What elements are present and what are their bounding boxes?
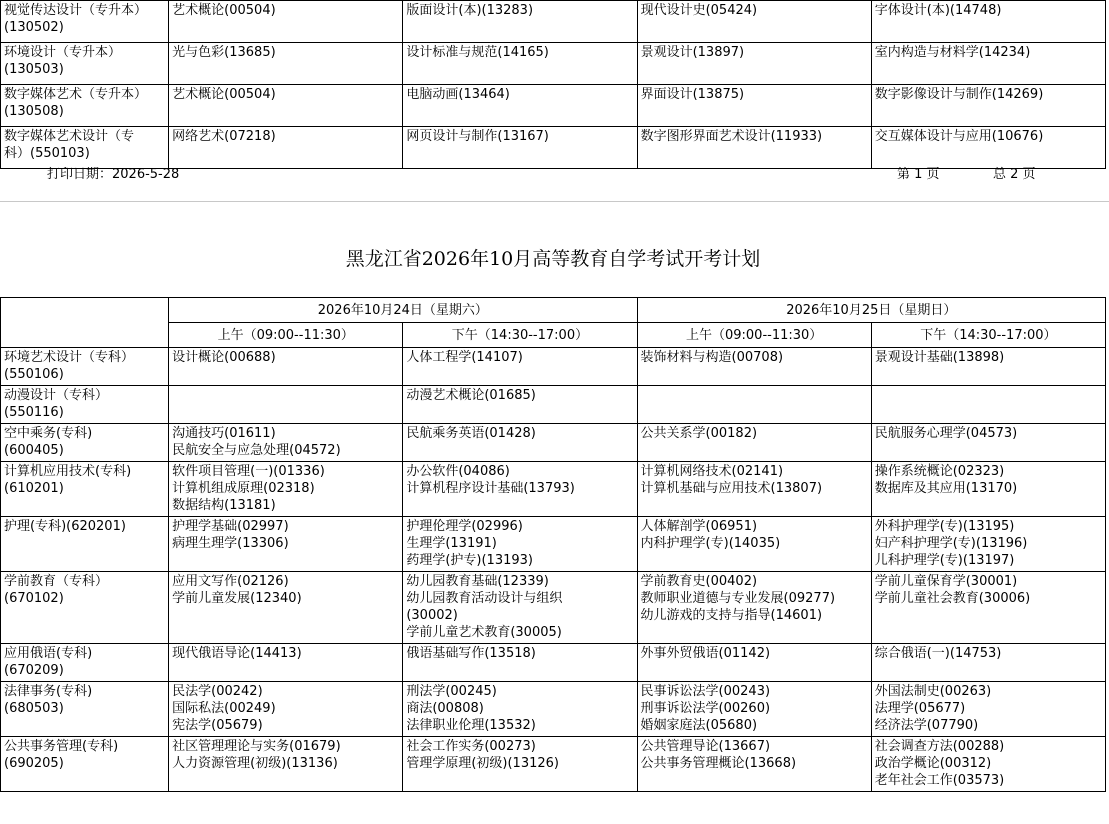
major-line: 科）(550103) [4, 146, 90, 161]
major-cell [1, 462, 169, 517]
course-cell [169, 386, 403, 424]
course-entry: 学前儿童保育学(30001) [874, 574, 1018, 589]
course-cell [637, 462, 871, 517]
major-cell [1, 43, 169, 85]
course-entry: 幼儿游戏的支持与指导(14601) [640, 608, 823, 623]
course-cell [169, 424, 403, 462]
table-row [1, 572, 1106, 644]
header-day2-pm: 下午（14:30--17:00） [871, 323, 1105, 348]
course-entry: 幼儿园教育基础(12339) [406, 574, 549, 589]
course-cell [871, 1, 1105, 43]
major-line: (670209) [4, 663, 64, 678]
course-cell [169, 572, 403, 644]
course-entry: 民航乘务英语(01428) [406, 426, 536, 441]
course-cell [637, 348, 871, 386]
course-cell [169, 348, 403, 386]
header-day2-am: 上午（09:00--11:30） [637, 323, 871, 348]
major-cell [1, 572, 169, 644]
course-cell [169, 1, 403, 43]
major-line: 环境艺术设计（专科） [4, 350, 135, 365]
major-line: 空中乘务(专科) [4, 426, 93, 441]
course-entry: 界面设计(13875) [640, 87, 745, 102]
major-line: (130503) [4, 62, 64, 77]
header-day1-am: 上午（09:00--11:30） [169, 323, 403, 348]
page-divider [0, 201, 1109, 202]
course-entry: 法理学(05677) [874, 701, 966, 716]
course-entry: 公共关系学(00182) [640, 426, 758, 441]
table-row [1, 737, 1106, 792]
course-cell [169, 737, 403, 792]
major-line: (550106) [4, 367, 64, 382]
course-cell [871, 517, 1105, 572]
course-entry: 光与色彩(13685) [172, 45, 276, 60]
page-number: 第 1 页 [897, 167, 940, 182]
previous-page-table-body [1, 1, 1106, 169]
course-cell [637, 43, 871, 85]
course-cell [403, 462, 637, 517]
course-cell [637, 1, 871, 43]
course-entry: 民事诉讼法学(00243) [640, 684, 771, 699]
major-line: (130508) [4, 104, 64, 119]
course-entry: 政治学概论(00312) [874, 756, 992, 771]
course-cell [169, 462, 403, 517]
course-cell [169, 682, 403, 737]
course-entry: 动漫艺术概论(01685) [406, 388, 536, 403]
course-cell [637, 682, 871, 737]
course-entry: 办公软件(04086) [406, 464, 510, 479]
major-cell [1, 386, 169, 424]
major-line: (610201) [4, 481, 64, 496]
exam-schedule-table-body [1, 348, 1106, 792]
table-row [1, 682, 1106, 737]
course-cell [871, 424, 1105, 462]
page-footer [0, 163, 1106, 187]
course-cell [871, 348, 1105, 386]
course-entry: 民航安全与应急处理(04572) [172, 443, 341, 458]
course-entry: 人力资源管理(初级)(13136) [172, 756, 338, 771]
course-entry: 内科护理学(专)(14035) [640, 536, 781, 551]
course-cell [637, 572, 871, 644]
course-entry: 公共管理导论(13667) [640, 739, 771, 754]
course-cell [403, 572, 637, 644]
course-entry: 刑事诉讼法学(00260) [640, 701, 771, 716]
table-row [1, 1, 1106, 43]
course-cell [403, 424, 637, 462]
major-cell [1, 737, 169, 792]
major-line: 计算机应用技术(专科) [4, 464, 132, 479]
course-entry: 软件项目管理(一)(01336) [172, 464, 325, 479]
header-day1-pm: 下午（14:30--17:00） [403, 323, 637, 348]
major-line: (130502) [4, 20, 64, 35]
course-entry: 艺术概论(00504) [172, 3, 276, 18]
course-entry: 生理学(13191) [406, 536, 497, 551]
course-cell [403, 348, 637, 386]
course-entry: 商法(00808) [406, 701, 484, 716]
page-total: 总 2 页 [993, 167, 1036, 182]
course-entry: 版面设计(本)(13283) [406, 3, 534, 18]
course-cell [871, 682, 1105, 737]
major-cell [1, 682, 169, 737]
course-entry: 病理生理学(13306) [172, 536, 289, 551]
major-line: (690205) [4, 756, 64, 771]
course-entry: 外科护理学(专)(13195) [874, 519, 1015, 534]
course-entry: 计算机网络技术(02141) [640, 464, 784, 479]
major-line: (600405) [4, 443, 64, 458]
course-cell [871, 644, 1105, 682]
table-row [1, 85, 1106, 127]
major-line: (670102) [4, 591, 64, 606]
course-cell [403, 644, 637, 682]
course-cell [637, 85, 871, 127]
course-cell [871, 386, 1105, 424]
course-entry: 网页设计与制作(13167) [406, 129, 549, 144]
table-row [1, 386, 1106, 424]
course-entry: 计算机基础与应用技术(13807) [640, 481, 823, 496]
course-entry: 经济法学(07790) [874, 718, 979, 733]
course-cell [403, 1, 637, 43]
course-entry: 国际私法(00249) [172, 701, 276, 716]
course-entry: 电脑动画(13464) [406, 87, 510, 102]
table-row [1, 348, 1106, 386]
course-entry: 学前儿童发展(12340) [172, 591, 302, 606]
header-day1: 2026年10月24日（星期六） [169, 298, 637, 323]
exam-schedule-table [0, 297, 1106, 792]
course-entry: 沟通技巧(01611) [172, 426, 276, 441]
table-row [1, 644, 1106, 682]
course-entry: 护理伦理学(02996) [406, 519, 523, 534]
major-cell [1, 424, 169, 462]
course-cell [403, 43, 637, 85]
header-row-dates [1, 298, 1106, 323]
course-cell [403, 85, 637, 127]
course-entry: 现代俄语导论(14413) [172, 646, 302, 661]
course-cell [403, 517, 637, 572]
course-entry: 网络艺术(07218) [172, 129, 276, 144]
header-major-cell [1, 298, 169, 348]
course-entry: 人体解剖学(06951) [640, 519, 758, 534]
major-cell [1, 517, 169, 572]
course-entry: 景观设计(13897) [640, 45, 745, 60]
course-entry: 数据结构(13181) [172, 498, 276, 513]
course-entry: 俄语基础写作(13518) [406, 646, 536, 661]
course-entry: 数字影像设计与制作(14269) [874, 87, 1044, 102]
course-cell [871, 572, 1105, 644]
course-entry: 计算机程序设计基础(13793) [406, 481, 575, 496]
course-cell [871, 737, 1105, 792]
course-entry: 设计概论(00688) [172, 350, 276, 365]
major-cell [1, 85, 169, 127]
course-cell [871, 85, 1105, 127]
header-day2: 2026年10月25日（星期日） [637, 298, 1105, 323]
course-entry: 法律职业伦理(13532) [406, 718, 536, 733]
course-entry: 室内构造与材料学(14234) [874, 45, 1031, 60]
course-entry: 景观设计基础(13898) [874, 350, 1005, 365]
major-line: (680503) [4, 701, 64, 716]
course-entry: 护理学基础(02997) [172, 519, 289, 534]
course-entry: 字体设计(本)(14748) [874, 3, 1002, 18]
course-entry: 人体工程学(14107) [406, 350, 523, 365]
major-cell [1, 348, 169, 386]
course-cell [403, 682, 637, 737]
course-cell [871, 43, 1105, 85]
major-line: 环境设计（专升本） [4, 45, 122, 60]
course-entry: 教师职业道德与专业发展(09277) [640, 591, 836, 606]
course-entry: 艺术概论(00504) [172, 87, 276, 102]
course-cell [169, 43, 403, 85]
course-cell [637, 424, 871, 462]
course-entry: 综合俄语(一)(14753) [874, 646, 1002, 661]
major-line: 数字媒体艺术设计（专 [4, 129, 135, 144]
course-entry: 设计标准与规范(14165) [406, 45, 549, 60]
course-entry: 学前教育史(00402) [640, 574, 758, 589]
print-date: 打印日期：2026-5-28 [47, 167, 180, 182]
table-row [1, 462, 1106, 517]
major-line: 公共事务管理(专科) [4, 739, 119, 754]
major-cell [1, 1, 169, 43]
course-entry: 学前儿童社会教育(30006) [874, 591, 1031, 606]
course-entry: 儿科护理学(专)(13197) [874, 553, 1015, 568]
major-line: 应用俄语(专科) [4, 646, 93, 661]
course-entry: 操作系统概论(02323) [874, 464, 1005, 479]
table-row [1, 43, 1106, 85]
course-entry: 民航服务心理学(04573) [874, 426, 1018, 441]
table-row [1, 424, 1106, 462]
course-entry: 幼儿园教育活动设计与组织 [406, 591, 563, 606]
course-entry: 管理学原理(初级)(13126) [406, 756, 559, 771]
course-cell [169, 644, 403, 682]
page-title: 黑龙江省2026年10月高等教育自学考试开考计划 [345, 248, 761, 270]
course-entry: 妇产科护理学(专)(13196) [874, 536, 1028, 551]
course-cell [403, 737, 637, 792]
major-line: 数字媒体艺术（专升本） [4, 87, 148, 102]
table-row [1, 517, 1106, 572]
course-entry: 计算机组成原理(02318) [172, 481, 315, 496]
course-entry: 数字图形界面艺术设计(11933) [640, 129, 823, 144]
course-entry: 交互媒体设计与应用(10676) [874, 129, 1044, 144]
major-line: 护理(专科)(620201) [4, 519, 126, 534]
course-entry: 药理学(护专)(13193) [406, 553, 533, 568]
previous-page-table [0, 0, 1106, 169]
course-entry: 外事外贸俄语(01142) [640, 646, 771, 661]
course-cell [637, 386, 871, 424]
course-cell [637, 737, 871, 792]
course-cell [871, 462, 1105, 517]
course-entry: 婚姻家庭法(05680) [640, 718, 758, 733]
major-line: (550116) [4, 405, 64, 420]
course-entry: 老年社会工作(03573) [874, 773, 1005, 788]
course-entry: 数据库及其应用(13170) [874, 481, 1018, 496]
course-entry: 民法学(00242) [172, 684, 263, 699]
major-line: 视觉传达设计（专升本） [4, 3, 148, 18]
course-entry: 公共事务管理概论(13668) [640, 756, 797, 771]
course-cell [169, 85, 403, 127]
major-line: 学前教育（专科） [4, 574, 109, 589]
course-cell [637, 517, 871, 572]
course-entry: 社区管理理论与实务(01679) [172, 739, 341, 754]
course-entry: (30002) [406, 608, 458, 623]
course-cell [169, 517, 403, 572]
course-entry: 应用文写作(02126) [172, 574, 289, 589]
course-entry: 刑法学(00245) [406, 684, 497, 699]
course-entry: 装饰材料与构造(00708) [640, 350, 784, 365]
course-entry: 现代设计史(05424) [640, 3, 758, 18]
course-entry: 学前儿童艺术教育(30005) [406, 625, 562, 640]
course-entry: 社会调查方法(00288) [874, 739, 1005, 754]
major-cell [1, 644, 169, 682]
course-cell [637, 644, 871, 682]
course-cell [403, 386, 637, 424]
course-entry: 外国法制史(00263) [874, 684, 992, 699]
major-line: 法律事务(专科) [4, 684, 93, 699]
course-entry: 宪法学(05679) [172, 718, 263, 733]
course-entry: 社会工作实务(00273) [406, 739, 536, 754]
major-line: 动漫设计（专科） [4, 388, 109, 403]
